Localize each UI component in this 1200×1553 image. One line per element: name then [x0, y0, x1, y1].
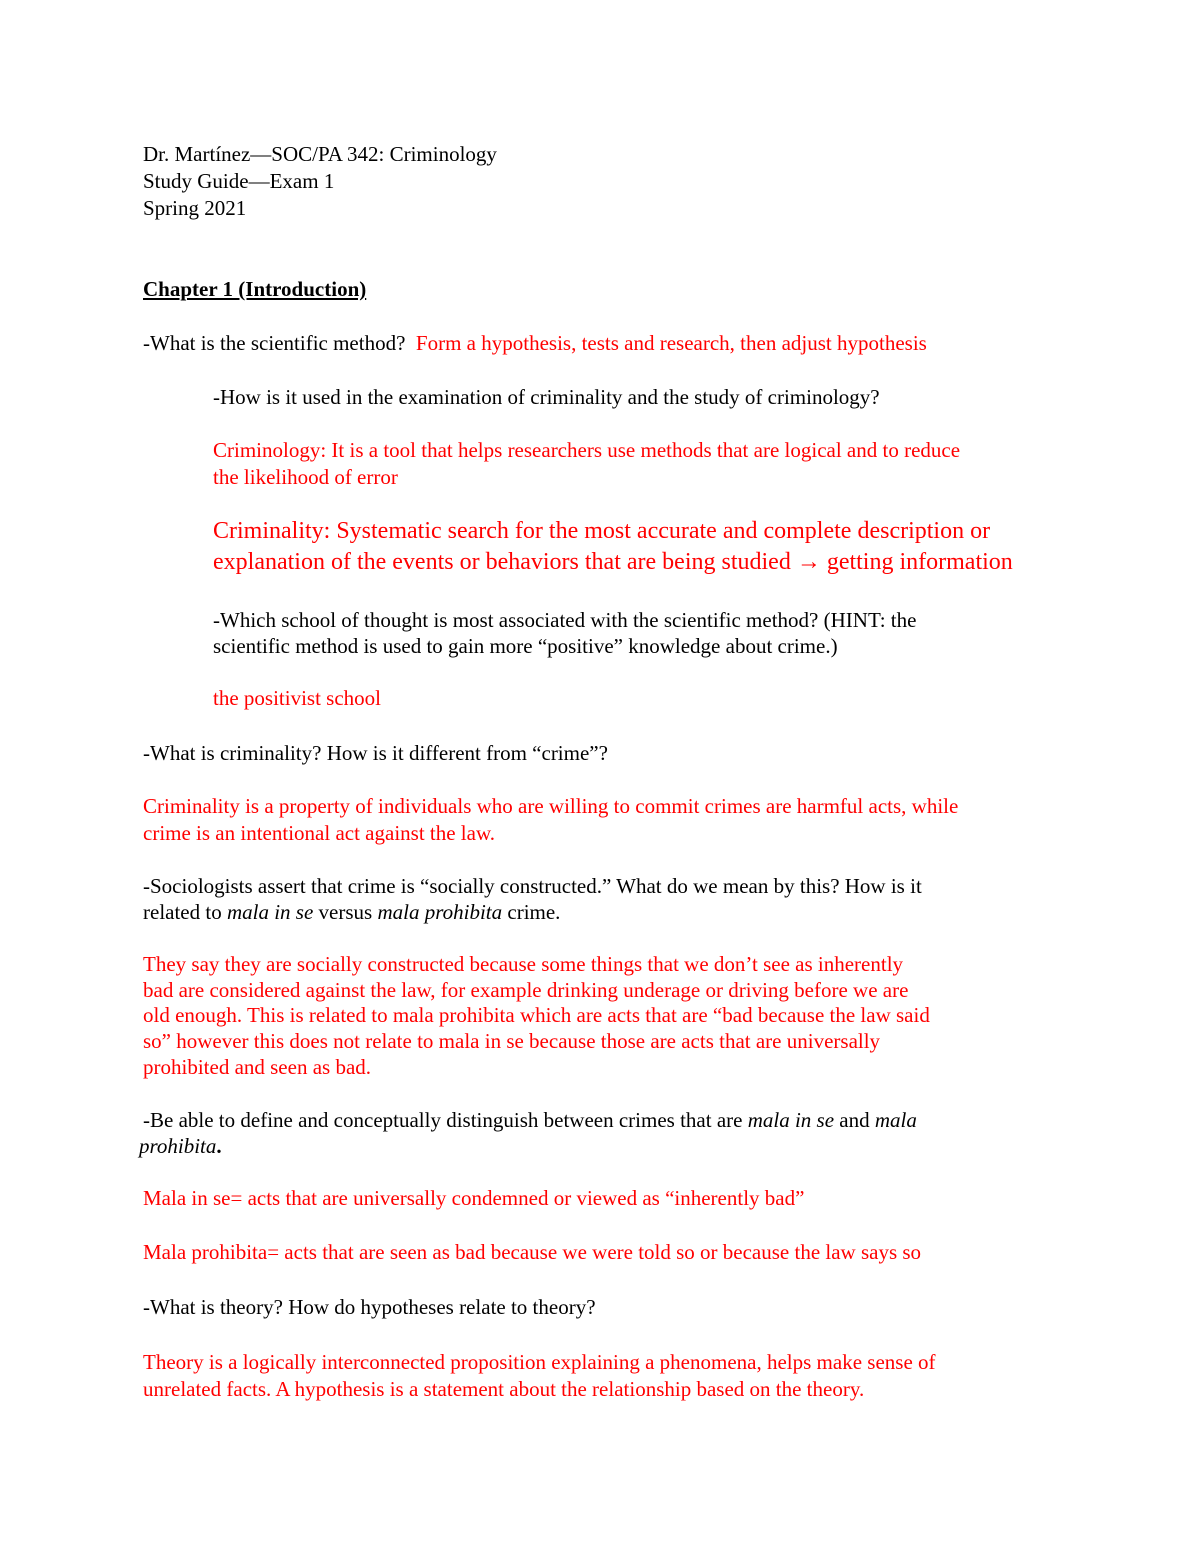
answer-theory-line-1: Theory is a logically interconnected proposition explaining a phenomena, helps make sense of	[143, 1350, 936, 1374]
chapter-heading: Chapter 1 (Introduction)	[143, 277, 367, 301]
answer-text: Form a hypothesis, tests and research, then adjust hypothesis	[415, 331, 927, 355]
question-distinguish-line-2	[139, 1133, 222, 1159]
question-how-used: -How is it used in the examination of criminality and the study of criminology?	[213, 385, 880, 409]
answer-criminology-line-2: the likelihood of error	[213, 465, 398, 489]
question-socially-constructed-line-2	[143, 899, 560, 925]
answer-socially-constructed-line-3: old enough. This is related to mala prohibita which are acts that are “bad because the law said	[143, 1003, 930, 1027]
answer-mala-prohibita: Mala prohibita= acts that are seen as bad because we were told so or because the law says so	[143, 1240, 922, 1264]
question-text: -What is the scientific method?	[143, 331, 406, 355]
header-course: Dr. Martínez—SOC/PA 342: Criminology	[143, 142, 497, 166]
question-text: -Be able to define and conceptually distinguish between crimes that are	[143, 1108, 748, 1132]
answer-criminality-line-1: Criminality: Systematic search for the most accurate and complete description or	[213, 518, 991, 544]
question-distinguish-line-1	[143, 1107, 917, 1133]
answer-criminality-line-1: Criminality is a property of individuals who are willing to commit crimes are harmful acts, while	[143, 794, 959, 818]
question-criminality: -What is criminality? How is it different from “crime”?	[143, 741, 608, 765]
answer-socially-constructed-line-1: They say they are socially constructed because some things that we don’t see as inherently	[143, 952, 904, 976]
question-socially-constructed-line-1: -Sociologists assert that crime is “socially constructed.” What do we mean by this? How is it	[143, 874, 922, 898]
answer-criminality-line-2: crime is an intentional act against the law.	[143, 821, 496, 845]
question-scientific-method	[143, 330, 927, 356]
header-term: Spring 2021	[143, 196, 247, 220]
answer-criminality-line-2: explanation of the events or behaviors that are being studied → getting information	[213, 549, 1013, 575]
answer-criminology-line-1: Criminology: It is a tool that helps researchers use methods that are logical and to reduce	[213, 438, 961, 462]
question-school-line-1: -Which school of thought is most associated with the scientific method? (HINT: the	[213, 608, 917, 632]
question-period: .	[216, 1134, 222, 1158]
term-prohibita: prohibita	[139, 1134, 217, 1158]
answer-socially-constructed-line-4: so” however this does not relate to mala in se because those are acts that are universally	[143, 1029, 881, 1053]
answer-positivist: the positivist school	[213, 686, 381, 710]
answer-mala-in-se: Mala in se= acts that are universally condemned or viewed as “inherently bad”	[143, 1186, 805, 1210]
question-text: and	[834, 1108, 875, 1132]
question-text: related to	[143, 900, 227, 924]
term-mala: mala	[874, 1108, 917, 1132]
question-text: versus	[313, 900, 378, 924]
question-theory: -What is theory? How do hypotheses relate to theory?	[143, 1295, 596, 1319]
question-school-line-2: scientific method is used to gain more “positive” knowledge about crime.)	[213, 634, 838, 658]
header-study-guide: Study Guide—Exam 1	[143, 169, 335, 193]
answer-socially-constructed-line-2: bad are considered against the law, for example drinking underage or driving before we are	[143, 978, 909, 1002]
term-mala-in-se: mala in se	[747, 1108, 835, 1132]
term-mala-prohibita: mala prohibita	[377, 900, 503, 924]
answer-theory-line-2: unrelated facts. A hypothesis is a statement about the relationship based on the theory.	[143, 1377, 865, 1401]
answer-socially-constructed-line-5: prohibited and seen as bad.	[143, 1055, 372, 1079]
term-mala-in-se: mala in se	[226, 900, 314, 924]
question-text: crime.	[502, 900, 561, 924]
